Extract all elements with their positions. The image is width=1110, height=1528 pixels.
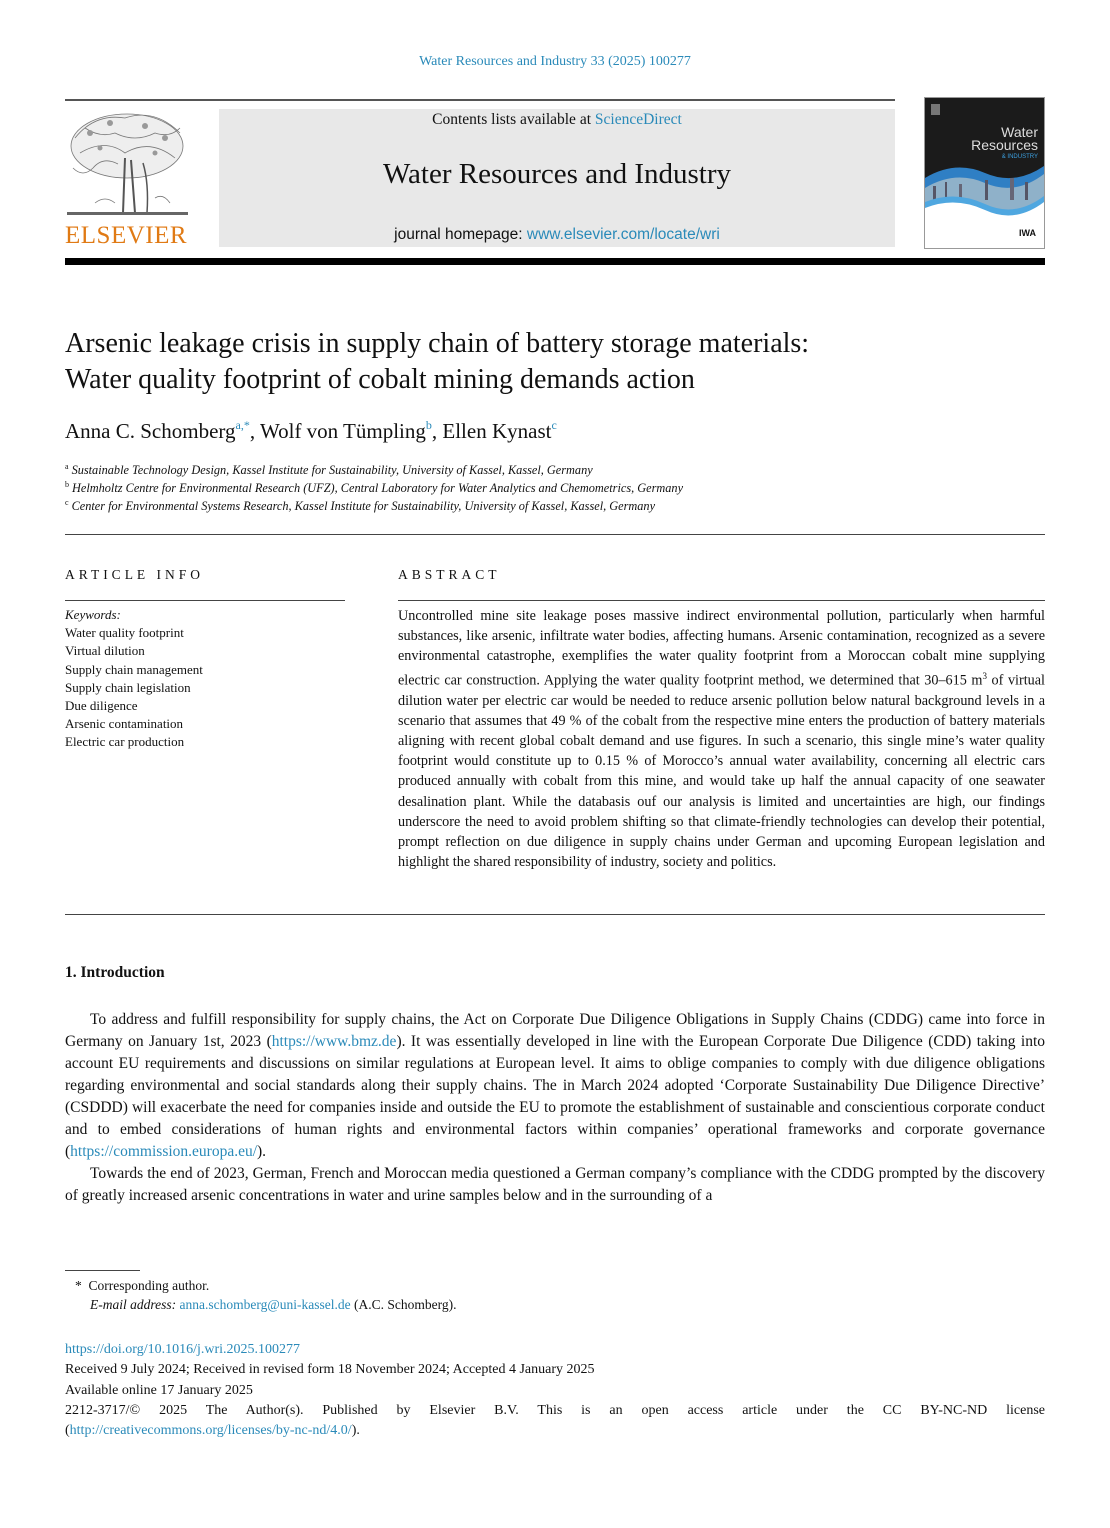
homepage-prefix: journal homepage: [394, 226, 527, 243]
abstract-text-part2: of virtual dilution water per electric car would be needed to reduce arsenic pollution below natural background levels in a scenario that assumes that 49 % of the cobalt from the respective mine enters the production of battery materials aligning with recent global cobalt demand and use figures. In such a scenario, this single mine’s water quality footprint would constitute up to 0.15 % of Morocco’s annual water availability, concerning all electric cars produced annually with cobalt from this mine, and would take up half the annual capacity of one seawater desalination plant. While the databasis ouf our analysis is limited and uncertainties are high, our findings underscore the need to avoid problem shifting so that climate-friendly technologies can develop their potential, prompt reflection on due diligence in supply chains under German and upcoming European legislation and highlight the shared responsibility of industry, society and politics. [398, 673, 1046, 870]
article-info-heading: ARTICLE INFO [65, 567, 205, 582]
license-paren-open: ( [65, 1423, 70, 1439]
cover-wave-icon [925, 98, 1044, 248]
author-name[interactable]: Ellen Kynast [442, 419, 552, 443]
keyword: Supply chain management [65, 661, 203, 677]
keyword: Virtual dilution [65, 643, 145, 659]
footnote-rule [65, 1270, 140, 1271]
abstract-end-rule [65, 914, 1045, 915]
introduction-heading: 1. Introduction [65, 964, 165, 981]
author-name[interactable]: Anna C. Schomberg [65, 419, 236, 443]
keyword: Due diligence [65, 698, 138, 714]
keywords-list [65, 606, 203, 752]
affiliation-mark: b [65, 480, 69, 489]
contents-line [219, 111, 895, 129]
paragraph-text: To address and fulfill responsibility for supply chains, the Act on Corporate Due Diligence Obligations in Supply Chains (CDDG) came into force in Germany on January 1st, 2023 ( [65, 1011, 1045, 1050]
license-statement: 2212-3717/© 2025 The Author(s). Published by Elsevier B.V. This is an open access article under the CC BY-NC-ND license [65, 1402, 1045, 1418]
article-title-line2: Water quality footprint of cobalt mining demands action [65, 364, 695, 395]
keywords-label: Keywords: [65, 607, 121, 622]
abstract-text-part1: Uncontrolled mine site leakage poses massive indirect environmental pollution, particularly when harmful substances, like arsenic, infiltrate water bodies, affecting humans. Arsenic contamination, recognized as a severe environmental catastrophe, exemplifies the water quality footprint from a Moroccan cobalt mine supplying electric car construction. Applying the water quality footprint method, we determined that 30–615 m [398, 608, 1045, 690]
doi-link[interactable]: https://doi.org/10.1016/j.wri.2025.100277 [65, 1342, 301, 1357]
article-title-line1: Arsenic leakage crisis in supply chain of battery storage materials: [65, 328, 810, 359]
footnote-mark: * [75, 1278, 82, 1293]
cover-title-line1: Water [1001, 124, 1038, 140]
journal-homepage-line [219, 226, 895, 244]
license-paren-close: ). [351, 1423, 360, 1439]
abstract-text [398, 606, 1045, 872]
author-affiliation-mark[interactable]: c [551, 418, 557, 432]
affiliation-mark: a [65, 462, 69, 471]
available-online: Available online 17 January 2025 [65, 1382, 253, 1398]
article-info-rule [65, 600, 345, 601]
contents-prefix: Contents lists available at [432, 111, 595, 128]
bmz-link[interactable]: https://www.bmz.de [271, 1033, 397, 1050]
article-title [65, 326, 1045, 398]
running-head[interactable] [0, 54, 1110, 70]
affiliation-mark: c [65, 498, 69, 507]
abstract-rule [398, 600, 1045, 601]
elsevier-logo[interactable] [65, 108, 190, 250]
affiliation [65, 480, 683, 496]
publication-info [65, 1340, 1045, 1441]
keyword: Arsenic contamination [65, 716, 184, 732]
commission-link[interactable]: https://commission.europa.eu/ [70, 1143, 258, 1160]
author-separator: , [431, 419, 443, 443]
license-link[interactable]: http://creativecommons.org/licenses/by-nc-nd/4.0/ [69, 1423, 352, 1439]
keyword: Water quality footprint [65, 625, 184, 641]
author-name[interactable]: Wolf von Tümpling [259, 419, 426, 443]
elsevier-wordmark: ELSEVIER [65, 222, 188, 249]
affiliation-text: Sustainable Technology Design, Kassel Institute for Sustainability, University of Kassel, Kassel, Germany [71, 463, 593, 477]
author-list [65, 418, 557, 444]
journal-cover-thumbnail[interactable] [924, 97, 1045, 249]
keyword: Supply chain legislation [65, 679, 191, 695]
paragraph [65, 1009, 1045, 1163]
author-separator: , [249, 419, 260, 443]
paragraph-text: ). [257, 1143, 267, 1160]
author-affiliation-mark[interactable]: b [425, 418, 432, 432]
keyword: Electric car production [65, 734, 185, 750]
affiliation [65, 498, 655, 514]
email-label: E-mail address: [90, 1297, 177, 1312]
abstract-superscript: 3 [982, 671, 987, 682]
elsevier-tree-icon [65, 108, 190, 222]
journal-banner [219, 109, 895, 247]
affiliation-text: Helmholtz Centre for Environmental Research (UFZ), Central Laboratory for Water Analytics and Chemometrics, Germany [72, 481, 684, 495]
author-affiliation-mark[interactable]: a,* [235, 418, 250, 432]
article-history: Received 9 July 2024; Received in revised form 18 November 2024; Accepted 4 January 2025 [65, 1362, 595, 1378]
cover-subtitle: & INDUSTRY [1001, 154, 1038, 160]
email-suffix: (A.C. Schomberg). [350, 1297, 457, 1312]
cover-iwa-logo: IWA [1019, 228, 1036, 238]
affiliations-rule [65, 534, 1045, 535]
abstract-heading: ABSTRACT [398, 567, 501, 582]
corresponding-label: Corresponding author. [88, 1278, 210, 1293]
journal-homepage-link[interactable]: www.elsevier.com/locate/wri [526, 226, 720, 243]
introduction-body [65, 1009, 1045, 1207]
corresponding-author-footnote [75, 1276, 457, 1314]
header-top-rule [65, 99, 895, 101]
affiliation-text: Center for Environmental Systems Research, Kassel Institute for Sustainability, University of Kassel, Kassel, Germany [71, 499, 656, 513]
cover-title-line2: Resources [971, 137, 1038, 153]
paragraph: Towards the end of 2023, German, French and Moroccan media questioned a German company’s compliance with the CDDG prompted by the discovery of greatly increased arsenic concentrations in water and urine samples below and in the surrounding of a [65, 1165, 1045, 1204]
affiliation [65, 462, 593, 478]
journal-title: Water Resources and Industry [383, 158, 731, 190]
journal-citation-link[interactable]: Water Resources and Industry 33 (2025) 100277 [419, 54, 691, 69]
email-link[interactable]: anna.schomberg@uni-kassel.de [179, 1297, 351, 1312]
sciencedirect-link[interactable]: ScienceDirect [594, 111, 682, 128]
paragraph-text: ). It was essentially developed in line with the European Corporate Due Diligence (CDD) taking into account EU requirements and discussions on similar regulations at European level. It aims to oblige companies to comply with due diligence obligations regarding environmental and social standards along their supply chains. The in March 2024 adopted ‘Corporate Sustainability Due Diligence Directive’ (CSDDD) will exacerbate the need for companies inside and outside the EU to promote the establishment of sustainable and conscientious corporate conduct and to embed considerations of human rights and environmental factors within companies’ operational frameworks and corporate governance ( [65, 1033, 1046, 1160]
header-thick-rule [65, 258, 1045, 265]
